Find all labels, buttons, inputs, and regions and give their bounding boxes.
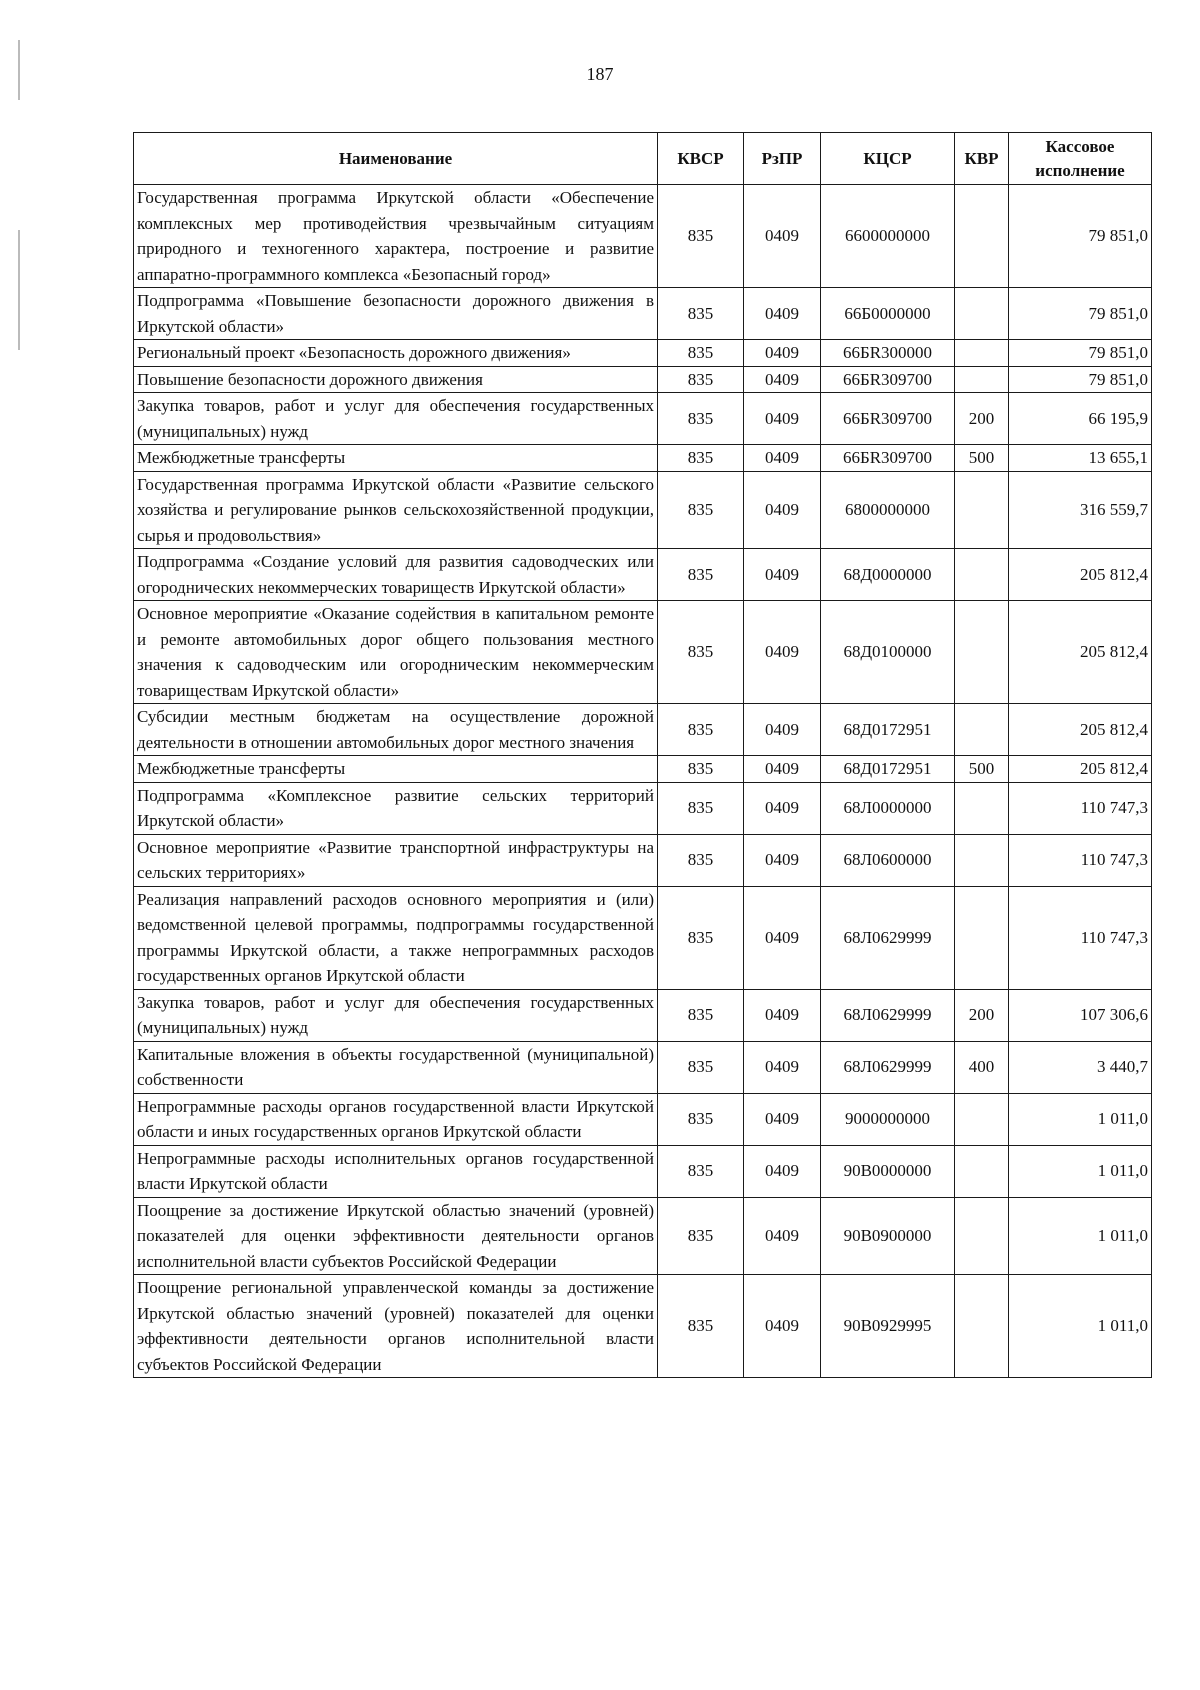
scan-margin-mark (18, 230, 20, 350)
cell-rzpr: 0409 (744, 288, 821, 340)
cell-rzpr: 0409 (744, 756, 821, 783)
header-kvsr: КВСР (658, 133, 744, 185)
cell-rzpr: 0409 (744, 782, 821, 834)
cell-kcsr: 68Л0629999 (821, 1041, 955, 1093)
cell-kvr (955, 340, 1009, 367)
cell-name: Региональный проект «Безопасность дорожного движения» (134, 340, 658, 367)
cell-amount: 3 440,7 (1009, 1041, 1152, 1093)
cell-kcsr: 90В0929995 (821, 1275, 955, 1378)
cell-name: Государственная программа Иркутской области «Обеспечение комплексных мер противодействия чрезвычайным ситуациям природного и техногенного характера, построение и развитие аппаратно-программного комплекса «Безопасный город» (134, 185, 658, 288)
cell-kvsr: 835 (658, 549, 744, 601)
cell-rzpr: 0409 (744, 704, 821, 756)
table-row (134, 445, 1152, 472)
cell-amount: 205 812,4 (1009, 756, 1152, 783)
cell-kvr: 500 (955, 445, 1009, 472)
table-row (134, 1093, 1152, 1145)
cell-rzpr: 0409 (744, 601, 821, 704)
table-row (134, 393, 1152, 445)
cell-kvsr: 835 (658, 445, 744, 472)
cell-kvr: 200 (955, 989, 1009, 1041)
cell-rzpr: 0409 (744, 549, 821, 601)
cell-kvsr: 835 (658, 1093, 744, 1145)
cell-rzpr: 0409 (744, 445, 821, 472)
cell-kvr (955, 782, 1009, 834)
cell-rzpr: 0409 (744, 185, 821, 288)
cell-amount: 1 011,0 (1009, 1197, 1152, 1275)
cell-name: Государственная программа Иркутской области «Развитие сельского хозяйства и регулирование рынков сельскохозяйственной продукции, сырья и продовольствия» (134, 471, 658, 549)
cell-name: Подпрограмма «Комплексное развитие сельских территорий Иркутской области» (134, 782, 658, 834)
table-row (134, 549, 1152, 601)
cell-kvsr: 835 (658, 756, 744, 783)
cell-kcsr: 9000000000 (821, 1093, 955, 1145)
cell-kvr: 400 (955, 1041, 1009, 1093)
cell-kcsr: 68Л0629999 (821, 886, 955, 989)
cell-kvsr: 835 (658, 886, 744, 989)
cell-name: Основное мероприятие «Развитие транспортной инфраструктуры на сельских территориях» (134, 834, 658, 886)
cell-name: Поощрение региональной управленческой команды за достижение Иркутской областью значений (уровней) показателей для оценки эффективности деятельности органов исполнительной власти субъектов Российской Федерации (134, 1275, 658, 1378)
cell-amount: 205 812,4 (1009, 704, 1152, 756)
cell-rzpr: 0409 (744, 1093, 821, 1145)
cell-amount: 1 011,0 (1009, 1275, 1152, 1378)
cell-rzpr: 0409 (744, 834, 821, 886)
cell-rzpr: 0409 (744, 471, 821, 549)
cell-name: Капитальные вложения в объекты государственной (муниципальной) собственности (134, 1041, 658, 1093)
cell-kvr (955, 549, 1009, 601)
table-row (134, 1275, 1152, 1378)
cell-rzpr: 0409 (744, 366, 821, 393)
cell-name: Повышение безопасности дорожного движения (134, 366, 658, 393)
cell-rzpr: 0409 (744, 989, 821, 1041)
table-row (134, 756, 1152, 783)
cell-rzpr: 0409 (744, 886, 821, 989)
cell-kvr (955, 288, 1009, 340)
cell-kvsr: 835 (658, 1197, 744, 1275)
cell-kvsr: 835 (658, 782, 744, 834)
cell-amount: 107 306,6 (1009, 989, 1152, 1041)
cell-kcsr: 66БR309700 (821, 445, 955, 472)
cell-kvr (955, 471, 1009, 549)
cell-name: Межбюджетные трансферты (134, 756, 658, 783)
table-row (134, 834, 1152, 886)
cell-kvsr: 835 (658, 185, 744, 288)
cell-kvsr: 835 (658, 393, 744, 445)
cell-amount: 205 812,4 (1009, 549, 1152, 601)
cell-amount: 316 559,7 (1009, 471, 1152, 549)
cell-kvr (955, 834, 1009, 886)
cell-name: Реализация направлений расходов основного мероприятия и (или) ведомственной целевой программы, подпрограммы государственной программы Иркутской области, а также непрограммных расходов государственных органов Иркутской области (134, 886, 658, 989)
cell-name: Подпрограмма «Повышение безопасности дорожного движения в Иркутской области» (134, 288, 658, 340)
cell-kvr (955, 1197, 1009, 1275)
header-name: Наименование (134, 133, 658, 185)
cell-kvsr: 835 (658, 288, 744, 340)
cell-amount: 1 011,0 (1009, 1093, 1152, 1145)
table-row (134, 185, 1152, 288)
cell-kvr (955, 886, 1009, 989)
cell-kvsr: 835 (658, 601, 744, 704)
cell-amount: 79 851,0 (1009, 366, 1152, 393)
header-kvr: КВР (955, 133, 1009, 185)
cell-rzpr: 0409 (744, 340, 821, 367)
cell-kcsr: 6800000000 (821, 471, 955, 549)
cell-kvsr: 835 (658, 834, 744, 886)
table-row (134, 1041, 1152, 1093)
cell-name: Непрограммные расходы исполнительных органов государственной власти Иркутской области (134, 1145, 658, 1197)
cell-kcsr: 68Л0000000 (821, 782, 955, 834)
cell-kcsr: 66БR309700 (821, 366, 955, 393)
cell-kcsr: 68Д0000000 (821, 549, 955, 601)
table-row (134, 704, 1152, 756)
cell-kvsr: 835 (658, 1041, 744, 1093)
table-row (134, 288, 1152, 340)
cell-name: Закупка товаров, работ и услуг для обеспечения государственных (муниципальных) нужд (134, 989, 658, 1041)
cell-amount: 205 812,4 (1009, 601, 1152, 704)
cell-name: Подпрограмма «Создание условий для развития садоводческих или огороднических некоммерческих товариществ Иркутской области» (134, 549, 658, 601)
cell-name: Субсидии местным бюджетам на осуществление дорожной деятельности в отношении автомобильных дорог местного значения (134, 704, 658, 756)
cell-rzpr: 0409 (744, 393, 821, 445)
cell-kvr (955, 704, 1009, 756)
cell-kcsr: 68Д0100000 (821, 601, 955, 704)
cell-name: Основное мероприятие «Оказание содействия в капитальном ремонте и ремонте автомобильных дорог общего пользования местного значения к садоводческим или огородническим некоммерческим товариществам Иркутской области» (134, 601, 658, 704)
header-amount: Кассовое исполнение (1009, 133, 1152, 185)
cell-kvsr: 835 (658, 340, 744, 367)
cell-amount: 110 747,3 (1009, 834, 1152, 886)
table-row (134, 989, 1152, 1041)
cell-kvsr: 835 (658, 471, 744, 549)
table-header-row (134, 133, 1152, 185)
cell-kvr (955, 185, 1009, 288)
cell-kcsr: 90В0900000 (821, 1197, 955, 1275)
table-row (134, 886, 1152, 989)
table-row (134, 1197, 1152, 1275)
cell-kcsr: 90В0000000 (821, 1145, 955, 1197)
cell-kvsr: 835 (658, 1145, 744, 1197)
cell-kvsr: 835 (658, 1275, 744, 1378)
cell-name: Поощрение за достижение Иркутской областью значений (уровней) показателей для оценки эффективности деятельности органов исполнительной власти субъектов Российской Федерации (134, 1197, 658, 1275)
cell-amount: 79 851,0 (1009, 288, 1152, 340)
cell-kvsr: 835 (658, 366, 744, 393)
cell-kvr (955, 1093, 1009, 1145)
cell-kcsr: 68Л0600000 (821, 834, 955, 886)
cell-amount: 110 747,3 (1009, 886, 1152, 989)
cell-kcsr: 6600000000 (821, 185, 955, 288)
cell-kvr (955, 1145, 1009, 1197)
cell-kvr (955, 601, 1009, 704)
cell-amount: 79 851,0 (1009, 340, 1152, 367)
cell-kcsr: 68Д0172951 (821, 756, 955, 783)
table-row (134, 782, 1152, 834)
cell-kvr: 200 (955, 393, 1009, 445)
cell-kvsr: 835 (658, 989, 744, 1041)
cell-rzpr: 0409 (744, 1145, 821, 1197)
table-row (134, 340, 1152, 367)
cell-name: Межбюджетные трансферты (134, 445, 658, 472)
table-row (134, 471, 1152, 549)
table-row (134, 601, 1152, 704)
cell-rzpr: 0409 (744, 1197, 821, 1275)
cell-kvr (955, 1275, 1009, 1378)
cell-amount: 79 851,0 (1009, 185, 1152, 288)
cell-amount: 13 655,1 (1009, 445, 1152, 472)
table-body (134, 185, 1152, 1378)
cell-rzpr: 0409 (744, 1041, 821, 1093)
cell-amount: 66 195,9 (1009, 393, 1152, 445)
table-row (134, 1145, 1152, 1197)
cell-kcsr: 68Д0172951 (821, 704, 955, 756)
cell-kvr (955, 366, 1009, 393)
cell-amount: 110 747,3 (1009, 782, 1152, 834)
header-kcsr: КЦСР (821, 133, 955, 185)
page-number: 187 (586, 64, 614, 84)
cell-rzpr: 0409 (744, 1275, 821, 1378)
cell-kcsr: 66БR300000 (821, 340, 955, 367)
cell-kcsr: 68Л0629999 (821, 989, 955, 1041)
cell-kcsr: 66Б0000000 (821, 288, 955, 340)
cell-kvsr: 835 (658, 704, 744, 756)
cell-kcsr: 66БR309700 (821, 393, 955, 445)
table-row (134, 366, 1152, 393)
cell-name: Закупка товаров, работ и услуг для обеспечения государственных (муниципальных) нужд (134, 393, 658, 445)
budget-table (133, 132, 1152, 1378)
cell-amount: 1 011,0 (1009, 1145, 1152, 1197)
cell-kvr: 500 (955, 756, 1009, 783)
cell-name: Непрограммные расходы органов государственной власти Иркутской области и иных государственных органов Иркутской области (134, 1093, 658, 1145)
header-rzpr: РзПР (744, 133, 821, 185)
